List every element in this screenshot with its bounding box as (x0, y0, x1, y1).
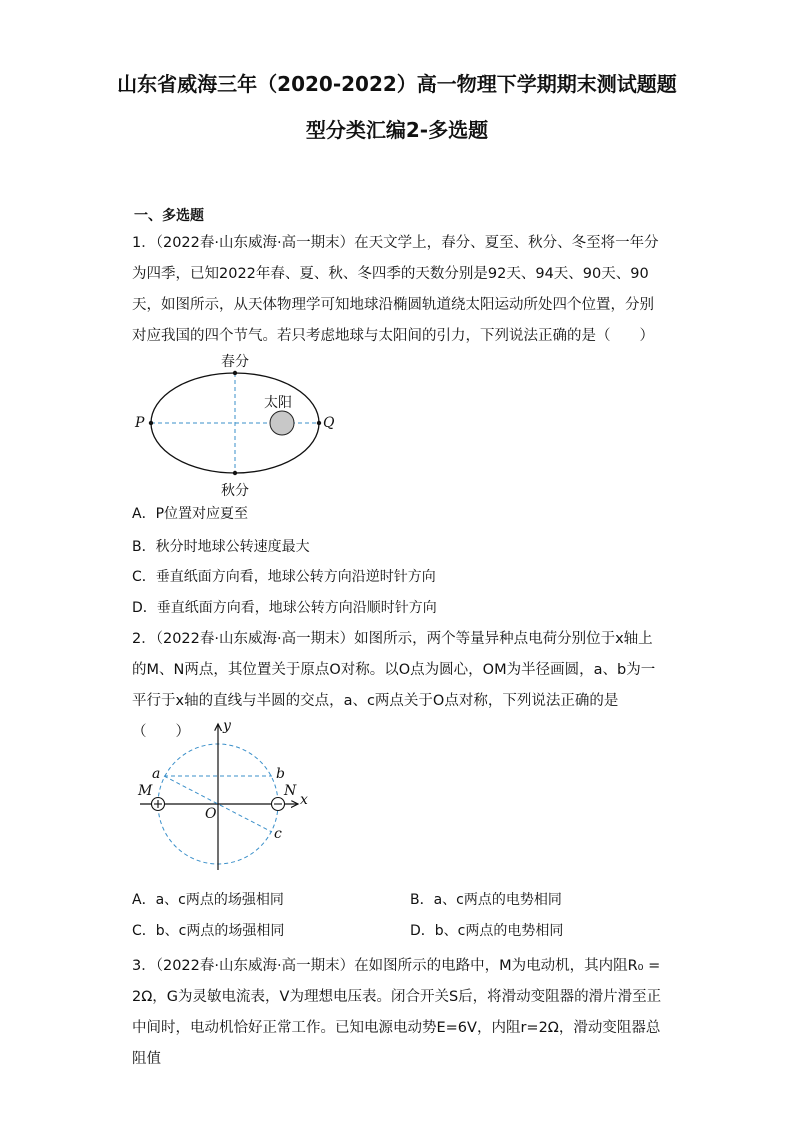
q2-option-d: D．b、c两点的电势相同 (410, 923, 564, 939)
point-right (317, 421, 321, 425)
question-2-text: 2．（2022春·山东威海·高一期末）如图所示，两个等量异种点电荷分别位于x轴上的M、N两点，其位置关于原点O对称。以O点为圆心，OM为半径画圆，a、b为一平行于x轴的直线与半圆的交点，a、c两点关于O点对称，下列说法正确的是（ ） (132, 631, 656, 740)
label-N: N (284, 783, 297, 799)
q2-option-a: A．a、c两点的场强相同 (132, 892, 284, 908)
q1-option-b: B．秋分时地球公转速度最大 (132, 539, 310, 555)
label-O: O (205, 806, 217, 822)
label-M: M (138, 783, 153, 799)
label-spring-equinox: 春分 (221, 354, 249, 370)
document-title-line-2: 型分类汇编2-多选题 (305, 118, 489, 142)
label-sun: 太阳 (264, 395, 292, 411)
point-left (149, 421, 153, 425)
question-1-text: 1．（2022春·山东威海·高一期末）在天文学上，春分、夏至、秋分、冬至将一年分为四季，已知2022年春、夏、秋、冬四季的天数分别是92天、94天、90天、90天，如图所示，从天体物理学可知地球沿椭圆轨道绕太阳运动所处四个位置，分别对应我国的四个节气。若只考虑地球与太阳间的引力，下列说法正确的是（ ） (132, 235, 659, 344)
point-bottom (233, 471, 237, 475)
label-x: x (300, 792, 308, 808)
q1-option-a: A．P位置对应夏至 (132, 506, 249, 522)
q1-option-c: C．垂直纸面方向看，地球公转方向沿逆时针方向 (132, 569, 436, 585)
label-a: a (152, 766, 161, 782)
label-P: P (135, 415, 145, 431)
q1-option-d: D．垂直纸面方向看，地球公转方向沿顺时针方向 (132, 600, 437, 616)
q2-option-c: C．b、c两点的场强相同 (132, 923, 285, 939)
document-title-line-1: 山东省威海三年（2020-2022）高一物理下学期期末测试题题 (117, 72, 677, 96)
q2-option-b: B．a、c两点的电势相同 (410, 892, 562, 908)
label-y: y (223, 718, 231, 734)
label-c: c (274, 826, 282, 842)
sun-circle (270, 411, 294, 435)
label-autumn-equinox: 秋分 (221, 483, 249, 499)
label-Q: Q (323, 415, 335, 431)
section-heading: 一、多选题 (134, 208, 204, 224)
question-3-text: 3．（2022春·山东威海·高一期末）在如图所示的电路中，M为电动机，其内阻R₀ = 2Ω，G为灵敏电流表，V为理想电压表。闭合开关S后，将滑动变阻器的滑片滑至正中间时，电动机恰好正常工作。已知电源电动势E=6V，内阻r=2Ω，滑动变阻器总阻值 (132, 958, 662, 1067)
label-b: b (276, 766, 285, 782)
point-top (233, 371, 237, 375)
